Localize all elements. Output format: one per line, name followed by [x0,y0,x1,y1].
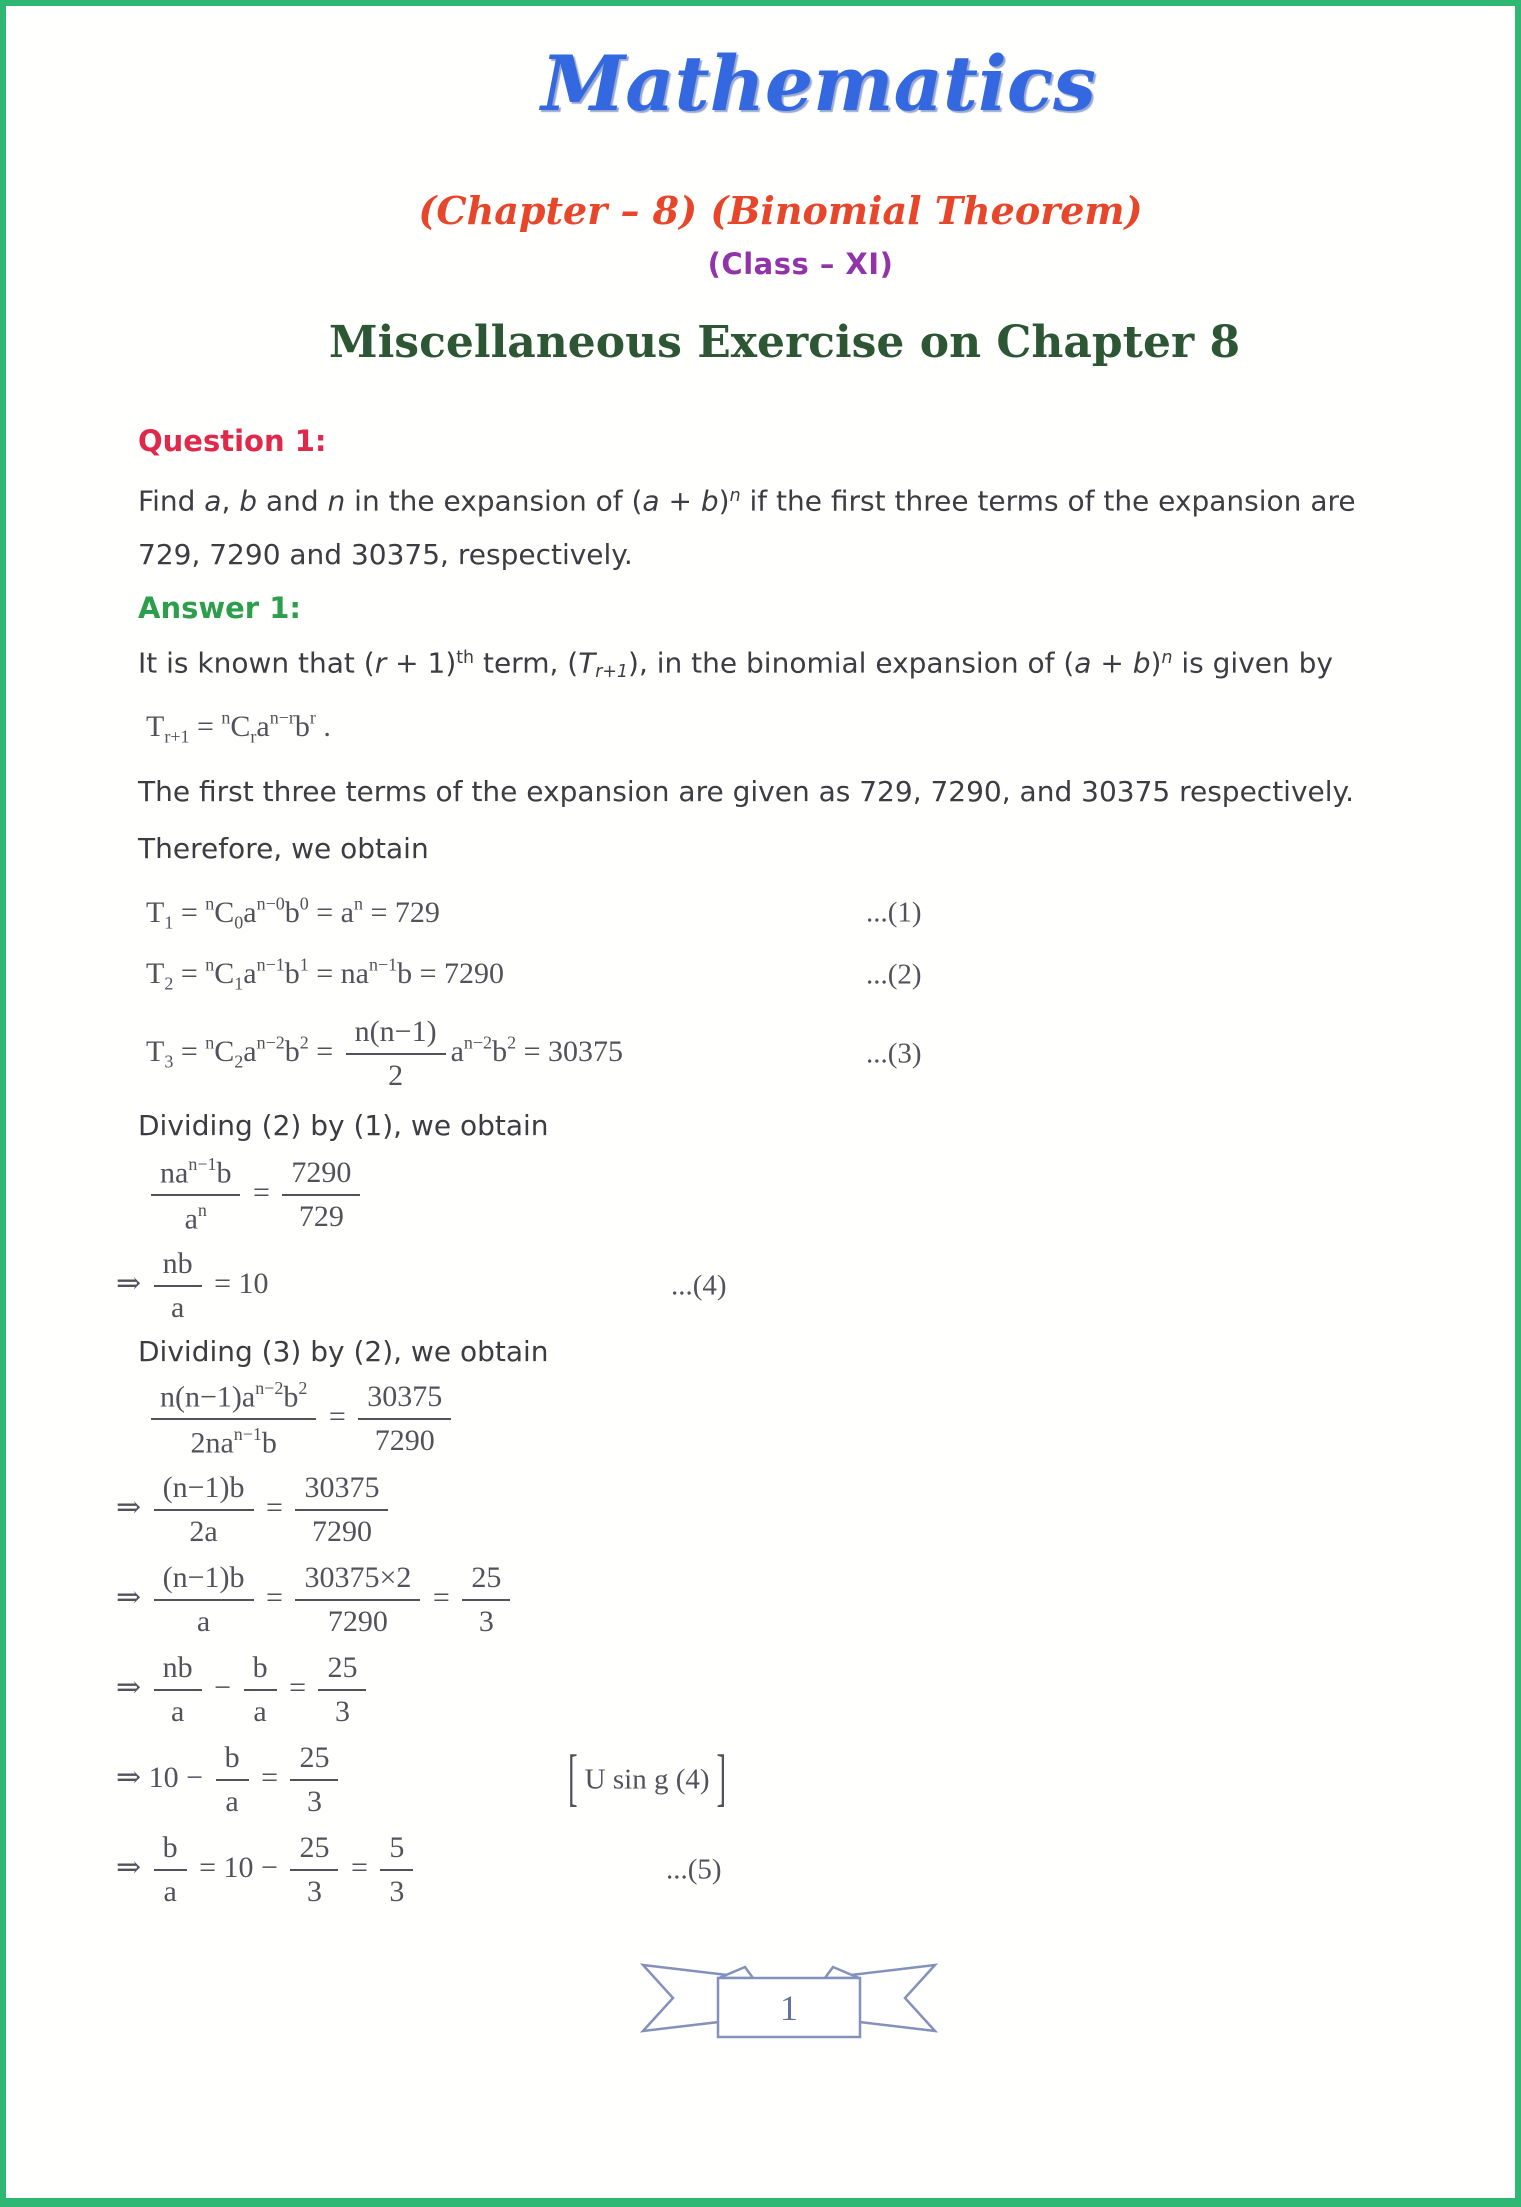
equation-3-number: ...(3) [866,1037,922,1070]
dividing-3-by-2-line: Dividing (3) by (2), we obtain [138,1334,549,1368]
given-terms-line: The first three terms of the expansion are given as 729, 7290, and 30375 respectively. [138,774,1355,808]
equation-ratio-3-2-step5 [116,1739,1415,1821]
ribbon-left-fold [719,1967,753,1978]
question-text-line1: Find a, b and n in the expansion of $(a + b)^n$ if the first three terms of the expansion are [138,484,1356,518]
math-ratio-3-2-step1: $\frac{n(n-1)a^{n-2}b^2}{2na^{n-1}b}$ = $\frac{30375}{7290}$ [146,1400,456,1433]
page-number: 1 [779,1988,798,2029]
class-heading: (Class – XI) [707,246,894,281]
equation-4-number: ...(4) [671,1269,727,1302]
math-equation-3: $T_3 = ^nC_2a^{n-2}b^2$ = $\frac{n(n-1)}{2}$ $a^{n-2}b^2 = 30375$ [146,1014,623,1092]
math-equation-1: $T_1 = ^nC_0a^{n-0}b^0 = a^n = 729$ [146,892,440,932]
equation-2 [116,955,1415,995]
equation-general-term [116,707,1415,747]
equation-ratio-3-2-step1 [116,1376,1415,1463]
page-footer [34,1957,1521,2049]
equation-ratio-2-1 [116,1152,1415,1239]
dividing-2-by-1-line: Dividing (2) by (1), we obtain [138,1108,549,1142]
math-ratio-3-2-step5: ⇒ 10 − $\frac{b}{a}$ = $\frac{25}{3}$ [116,1761,343,1794]
math-ratio-2-1: $\frac{na^{n-1}b}{a^n}$ = $\frac{7290}{729}$ [146,1176,365,1209]
math-general-term: $T_{r+1} = ^nC_ra^{n-r}b^r$ . [146,707,331,746]
page-number-ribbon [639,1957,939,2045]
page-title: Mathematics [541,39,1096,128]
equation-ratio-3-2-step4 [116,1649,1415,1731]
ribbon-right-fold [825,1967,859,1978]
document-header [6,39,1515,368]
note-text: U sin g (4) [584,1763,710,1796]
equation-2-number: ...(2) [866,958,922,991]
equation-ratio-3-2-step3 [116,1559,1415,1641]
math-ratio-3-2-step4: ⇒ $\frac{nb}{a}$ − $\frac{b}{a}$ = $\frac{25}{3}$ [116,1671,371,1704]
math-equation-2: $T_2 = ^nC_1a^{n-1}b^1 = na^{n-1}b = 7290$ [146,954,505,994]
equation-3 [116,1013,1415,1095]
therefore-line: Therefore, we obtain [138,831,429,865]
math-ratio-3-2-step3: ⇒ $\frac{(n-1)b}{a}$ = $\frac{30375\times 2}{7290}$ = $\frac{25}{3}$ [116,1581,515,1614]
math-ratio-3-2-step2: ⇒ $\frac{(n-1)b}{2a}$ = $\frac{30375}{7290}$ [116,1491,393,1524]
solution-content [6,424,1515,1911]
answer-intro-line: It is known that $(r + 1)^{th}$ term, $(T_{r+1})$, in the binomial expansion of $(a + b)^n$ is given by [138,646,1333,683]
note-close-bracket: ] [716,1743,727,1815]
math-equation-5: ⇒ $\frac{b}{a}$ = 10 − $\frac{25}{3}$ = $\frac{5}{3}$ [116,1851,418,1884]
question-text-line2: 729, 7290 and 30375, respectively. [138,538,633,572]
equation-5 [116,1829,1415,1911]
exercise-title: Miscellaneous Exercise on Chapter 8 [328,316,1241,368]
answer-label: Answer 1: [138,591,301,626]
math-equation-4: ⇒ $\frac{nb}{a}$ = 10 [116,1246,269,1324]
equation-4 [116,1245,1415,1327]
equation-1-number: ...(1) [866,896,922,929]
chapter-heading: (Chapter – 8) (Binomial Theorem) [418,187,1143,233]
equation-1 [116,893,1415,933]
equation-5-number: ...(5) [666,1853,722,1886]
note-open-bracket: [ [568,1743,578,1815]
question-label: Question 1: [138,423,327,458]
equation-ratio-3-2-step2 [116,1469,1415,1551]
using-4-note [561,1743,733,1815]
